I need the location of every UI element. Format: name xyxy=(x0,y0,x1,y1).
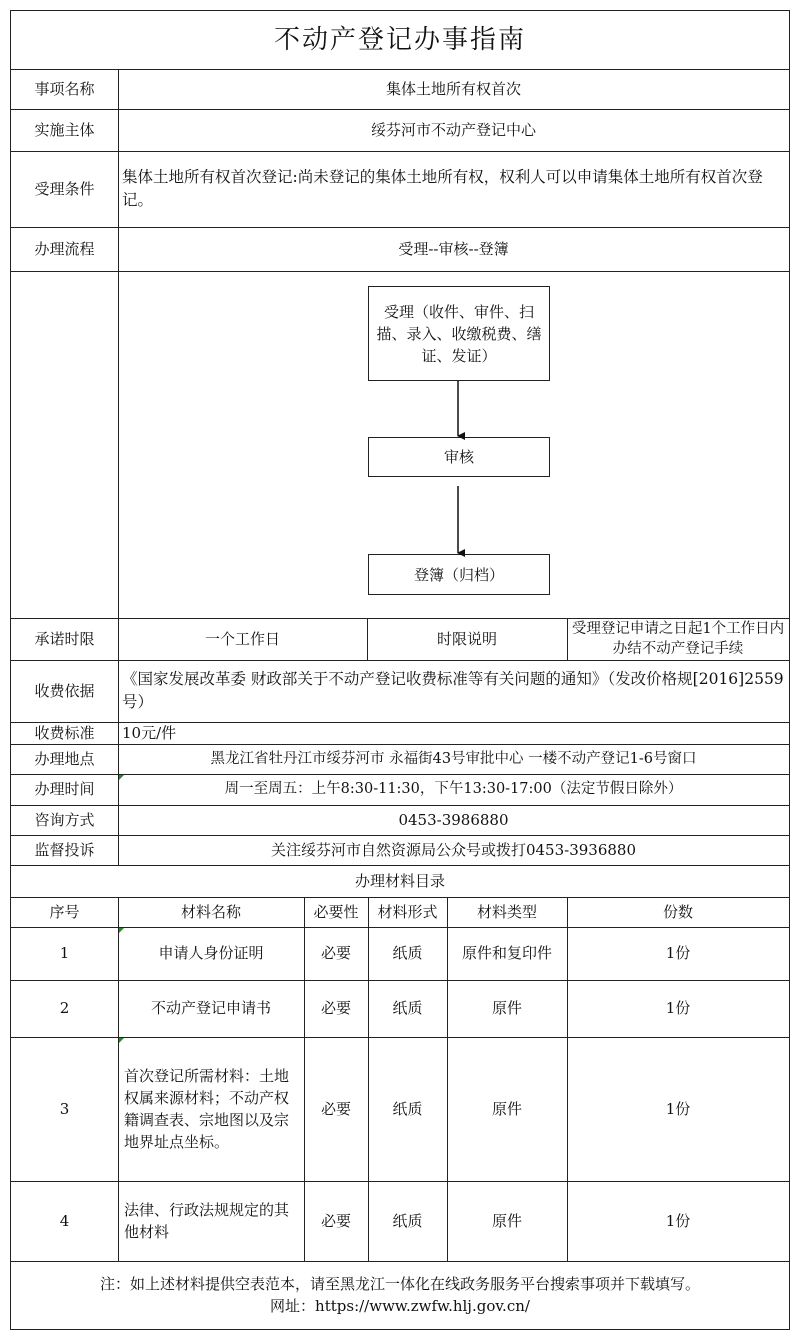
flow-step-register: 登簿（归档） xyxy=(368,554,550,595)
location-value: 黑龙江省牡丹江市绥芬河市 永福街43号审批中心 一楼不动产登记1-6号窗口 xyxy=(210,750,697,767)
process-value: 受理--审核--登簿 xyxy=(398,239,509,258)
materials-header-necessity: 必要性 xyxy=(313,902,359,921)
fee-basis-label: 收费依据 xyxy=(34,681,95,700)
cell-corner-mark xyxy=(119,928,124,933)
table-row-3-name: 首次登记所需材料：土地权属来源材料；不动产权籍调查表、宗地图以及宗地界址点坐标。 xyxy=(124,1067,290,1151)
fee-standard-value: 10元/件 xyxy=(122,723,177,742)
item-name-label: 事项名称 xyxy=(34,79,95,98)
table-row-3-necessity: 必要 xyxy=(320,1099,351,1118)
flow-step-accept: 受理（收件、审件、扫描、录入、收缴税费、缮证、发证） xyxy=(368,286,550,381)
table-row-3-form: 纸质 xyxy=(392,1099,423,1118)
table-row-4-name: 法律、行政法规规定的其他材料 xyxy=(124,1201,290,1241)
materials-header-copies: 份数 xyxy=(662,902,693,921)
materials-header-form: 材料形式 xyxy=(377,902,438,921)
table-row-4-form: 纸质 xyxy=(392,1211,423,1230)
guide-sheet xyxy=(10,10,790,1330)
table-row-2-necessity: 必要 xyxy=(320,999,351,1017)
table-row-4-copies: 1份 xyxy=(665,1211,691,1230)
page-title: 不动产登记办事指南 xyxy=(273,24,526,55)
footer-note: 注：如上述材料提供空表范本，请至黑龙江一体化在线政务服务平台搜索事项并下载填写。 xyxy=(99,1275,700,1293)
table-row-1-index: 1 xyxy=(59,944,70,962)
fee-standard-label: 收费标准 xyxy=(34,723,95,742)
footer-website-link[interactable]: 网址：https://www.zwfw.hlj.gov.cn/ xyxy=(270,1297,530,1315)
supervise-value: 关注绥芬河市自然资源局公众号或拨打0453-3936880 xyxy=(270,840,637,859)
materials-header-type: 材料类型 xyxy=(476,902,537,921)
fee-basis-value: 《国家发展改革委 财政部关于不动产登记收费标准等有关问题的通知》（发改价格规[2016]2559号） xyxy=(122,670,784,711)
table-row-1-copies: 1份 xyxy=(665,944,691,962)
consult-label: 咨询方式 xyxy=(34,810,95,829)
table-row-3-type: 原件 xyxy=(491,1099,522,1118)
table-row-3-index: 3 xyxy=(59,1099,70,1118)
table-row-2-name: 不动产登记申请书 xyxy=(150,999,271,1017)
table-row-1-form: 纸质 xyxy=(392,944,423,962)
consult-value: 0453-3986880 xyxy=(398,810,509,829)
table-row-2-index: 2 xyxy=(59,999,70,1017)
location-label: 办理地点 xyxy=(34,749,95,768)
table-row-1-name: 申请人身份证明 xyxy=(158,944,264,962)
flow-step-review: 审核 xyxy=(368,437,550,477)
time-limit-note: 受理登记申请之日起1个工作日内办结不动产登记手续 xyxy=(571,621,785,657)
cell-corner-mark xyxy=(119,775,124,780)
agency-value: 绥芬河市不动产登记中心 xyxy=(370,120,536,139)
table-row-3-copies: 1份 xyxy=(665,1099,691,1118)
table-row-1-necessity: 必要 xyxy=(320,944,351,962)
time-limit-label: 承诺时限 xyxy=(34,629,95,648)
materials-header-index: 序号 xyxy=(49,902,80,921)
materials-title: 办理材料目录 xyxy=(354,871,445,890)
table-row-1-type: 原件和复印件 xyxy=(461,944,552,962)
table-row-2-type: 原件 xyxy=(491,999,522,1017)
conditions-value: 集体土地所有权首次登记:尚未登记的集体土地所有权，权利人可以申请集体土地所有权首次登记。 xyxy=(122,168,763,209)
hours-label: 办理时间 xyxy=(34,780,95,798)
cell-corner-mark xyxy=(119,1038,124,1043)
item-name-value: 集体土地所有权首次 xyxy=(385,79,521,98)
table-row-4-type: 原件 xyxy=(491,1211,522,1230)
conditions-label: 受理条件 xyxy=(34,179,95,198)
table-row-2-form: 纸质 xyxy=(392,999,423,1017)
process-label: 办理流程 xyxy=(34,239,95,258)
hours-value: 周一至周五：上午8:30-11:30，下午13:30-17:00（法定节假日除外） xyxy=(224,781,683,797)
time-limit-note-label: 时限说明 xyxy=(436,629,497,648)
agency-label: 实施主体 xyxy=(34,120,95,139)
time-limit-value: 一个工作日 xyxy=(204,629,280,648)
table-row-4-necessity: 必要 xyxy=(320,1211,351,1230)
footer-note-block xyxy=(11,1261,789,1329)
table-row-2-copies: 1份 xyxy=(665,999,691,1017)
supervise-label: 监督投诉 xyxy=(34,840,95,859)
table-row-4-index: 4 xyxy=(59,1211,70,1230)
materials-header-name: 材料名称 xyxy=(180,902,241,921)
